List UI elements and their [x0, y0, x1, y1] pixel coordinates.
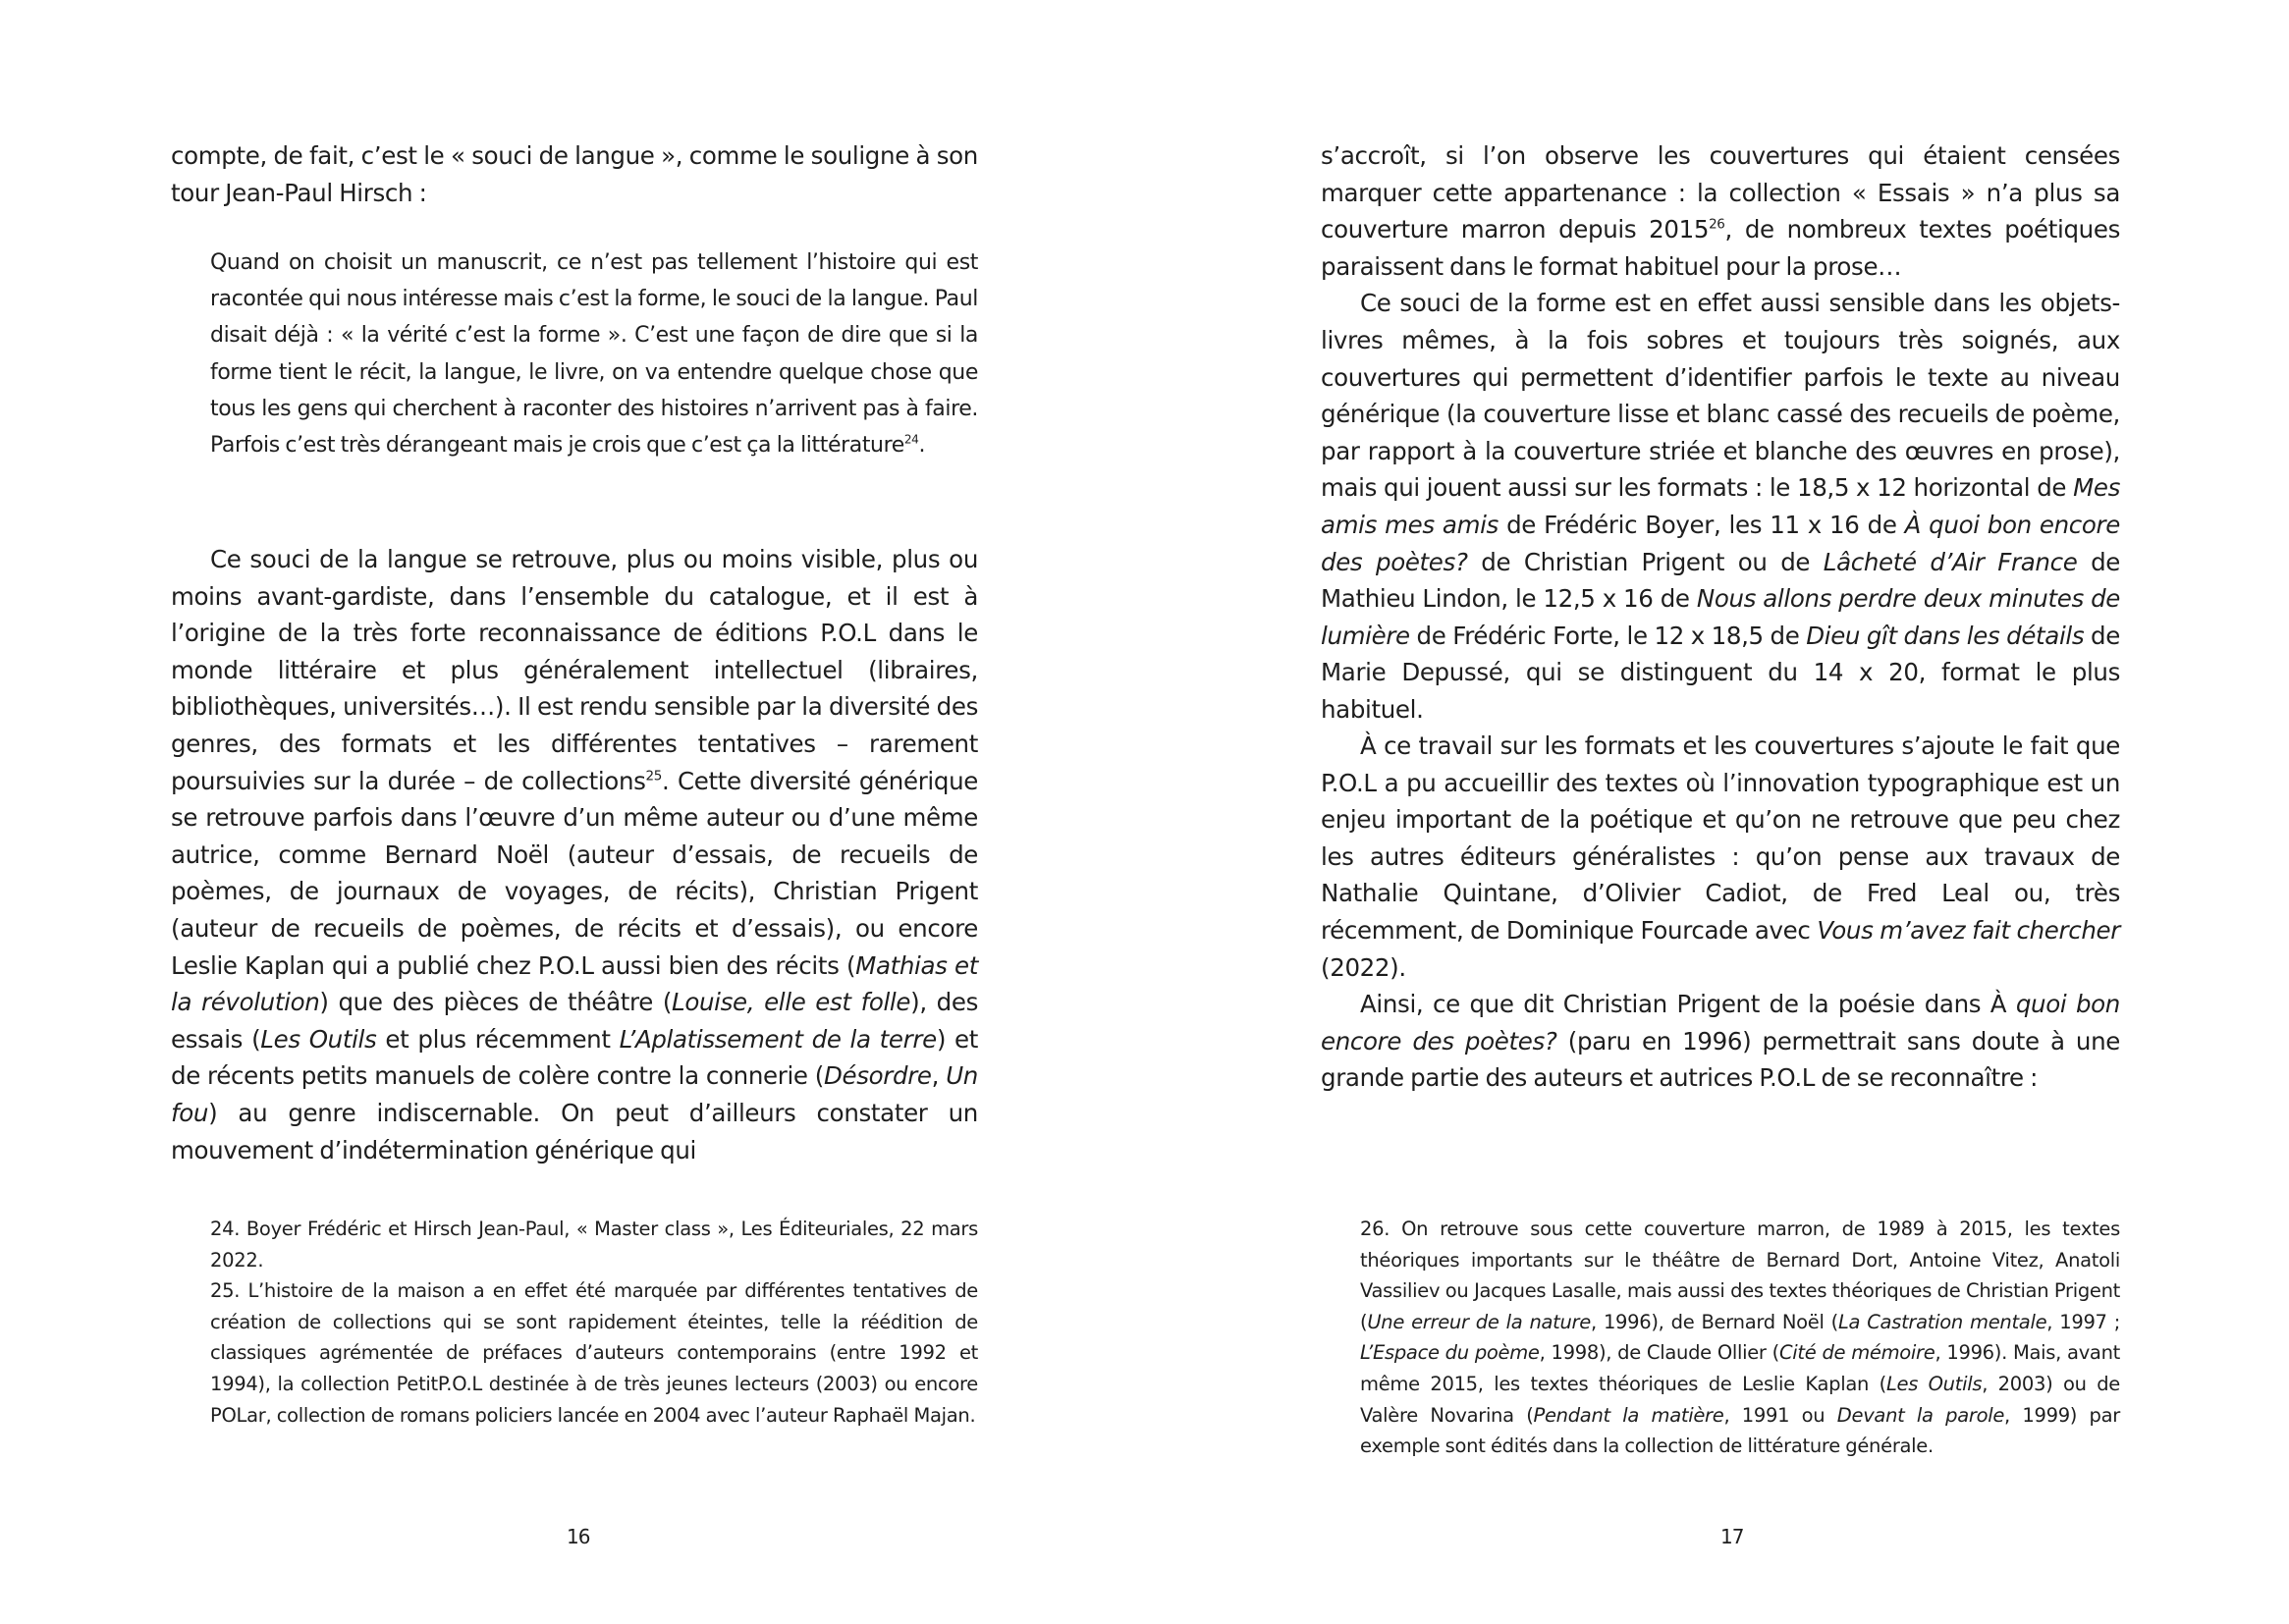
book-title: Louise, elle est folle: [672, 988, 911, 1017]
book-title: quoi bon encore des poètes?: [1321, 990, 2120, 1056]
book-title: L’Aplatissement de la terre: [619, 1024, 937, 1054]
footnotes: [1360, 1214, 2120, 1462]
paragraph-text: compte, de fait, c’est le « souci de langue », comme le souligne à son tour Jean-Paul Hirsch :: [171, 141, 978, 207]
paragraph-text: s’accroît, si l’on observe les couvertures qui étaient censées marquer cette appartenance : la collection « Essais » n’a plus sa couverture marron depuis 2015$^{26}$, de nombreux textes poétiques paraissent dans le format habituel pour la prose…: [1321, 141, 2120, 281]
book-title: Un fou: [171, 1061, 978, 1127]
footnote-24: 24. Boyer Frédéric et Hirsch Jean-Paul, « Master class », Les Éditeuriales, 22 mars 2022.: [210, 1218, 978, 1272]
block-quote: [171, 244, 978, 463]
paragraph-text: Ainsi, ce que dit Christian Prigent de la poésie dans À quoi bon encore des poètes? (paru en 1996) permettrait sans doute à une grande partie des auteurs et autrices P.O.L de se reconnaître :: [1321, 990, 2120, 1093]
book-title: Mathias et la révolution: [171, 950, 978, 1017]
book-title: Lâcheté d’Air France: [1823, 547, 2078, 576]
paragraph-text: À ce travail sur les formats et les couvertures s’ajoute le fait que P.O.L a pu accueillir des textes où l’innovation typographique est un enjeu important de la poétique et qu’on ne retrouve que peu chez les autres éditeurs généralistes : qu’on pense aux travaux de Nathalie Quintane, d’Olivier Cadiot, de Fred Leal ou, très récemment, de Dominique Fourcade avec Vous m’avez fait chercher (2022).: [1321, 731, 2120, 982]
footnote-ref-24[interactable]: 24: [903, 432, 919, 447]
footnote-ref-25[interactable]: 25: [645, 768, 662, 785]
footnotes: [210, 1214, 978, 1431]
page-number: 16: [567, 1525, 590, 1548]
footnote-25: 25. L’histoire de la maison a en effet été marquée par différentes tentatives de création de collections qui se sont rapidement éteintes, telle la réédition de classiques agrémentée de préfaces d’auteurs contemporains (entre 1992 et 1994), la collection PetitP.O.L destinée à de très jeunes lecteurs (2003) ou encore POLar, collection de romans policiers lancée en 2004 avec l’auteur Raphaël Majan.: [210, 1279, 978, 1427]
book-title: Vous m’avez fait chercher: [1817, 915, 2120, 945]
book-title: Dieu gît dans les détails: [1806, 621, 2085, 650]
footnote-26: 26. On retrouve sous cette couverture marron, de 1989 à 2015, les textes théoriques importants sur le théâtre de Bernard Dort, Antoine Vitez, Anatoli Vassiliev ou Jacques Lasalle, mais aussi des textes théoriques de Christian Prigent (Une erreur de la nature, 1996), de Bernard Noël (La Castration mentale, 1997 ; L’Espace du poème, 1998), de Claude Ollier (Cité de mémoire, 1996). Mais, avant même 2015, les textes théoriques de Leslie Kaplan (Les Outils, 2003) ou de Valère Novarina (Pendant la matière, 1991 ou Devant la parole, 1999) par exemple sont édités dans la collection de littérature générale.: [1360, 1218, 2120, 1458]
footnote-ref-26[interactable]: 26: [1709, 216, 1725, 233]
paragraph-catalogue: [171, 541, 978, 1168]
book-title: Les Outils: [260, 1024, 377, 1054]
paragraph-text: Ce souci de la langue se retrouve, plus ou moins visible, plus ou moins avant-gardiste, dans l’ensemble du catalogue, et il est à l’origine de la très forte reconnaissance de éditions P.O.L dans le monde littéraire et plus généralement intellectuel (libraires, bibliothèques, universités…). Il est rendu sensible par la diversité des genres, des formats et les différentes tentatives – rarement poursuivies sur la durée – de collections$^{25}$. Cette diversité générique se retrouve parfois dans l’œuvre d’un même auteur ou d’une même autrice, comme Bernard Noël (auteur d’essais, de recueils de poèmes, de journaux de voyages, de récits), Christian Prigent (auteur de recueils de poèmes, de récits et d’essais), ou encore Leslie Kaplan qui a publié chez P.O.L aussi bien des récits (Mathias et la révolution) que des pièces de théâtre (Louise, elle est folle), des essais (Les Outils et plus récemment L’Aplatissement de la terre) et de récents petits manuels de colère contre la connerie (Désordre, Un fou) au genre indiscernable. On peut d’ailleurs constater un mouvement d’indétermination générique qui: [171, 545, 978, 1164]
book-title: Désordre: [823, 1061, 932, 1091]
paragraph-typography: [1321, 728, 2120, 1097]
book-title: Mes amis mes amis: [1321, 473, 2120, 539]
book-title: Nous allons perdre deux minutes de lumière: [1321, 584, 2120, 650]
opening-paragraph: [171, 137, 978, 211]
page-number: 17: [1720, 1525, 1744, 1548]
paragraph-covers: [1321, 137, 2120, 729]
book-title: À quoi bon encore des poètes?: [1321, 510, 2120, 576]
quote-text: Quand on choisit un manuscrit, ce n’est pas tellement l’histoire qui est racontée qui nous intéresse mais c’est la forme, le souci de la langue. Paul disait déjà : « la vérité c’est la forme ». C’est une façon de dire que si la forme tient le récit, la langue, le livre, on va entendre quelque chose que tous les gens qui cherchent à raconter des histoires n’arrivent pas à faire. Parfois c’est très dérangeant mais je crois que c’est ça la littérature$^{24}$.: [210, 250, 978, 459]
paragraph-text: Ce souci de la forme est en effet aussi sensible dans les objets-livres mêmes, à la fois sobres et toujours très soignés, aux couvertures qui permettent d’identifier parfois le texte au niveau générique (la couverture lisse et blanc cassé des recueils de poème, par rapport à la couverture striée et blanche des œuvres en prose), mais qui jouent aussi sur les formats : le 18,5 x 12 horizontal de Mes amis mes amis de Frédéric Boyer, les 11 x 16 de À quoi bon encore des poètes? de Christian Prigent ou de Lâcheté d’Air France de Mathieu Lindon, le 12,5 x 16 de Nous allons perdre deux minutes de lumière de Frédéric Forte, le 12 x 18,5 de Dieu gît dans les détails de Marie Depussé, qui se distinguent du 14 x 20, format le plus habituel.: [1321, 289, 2120, 724]
